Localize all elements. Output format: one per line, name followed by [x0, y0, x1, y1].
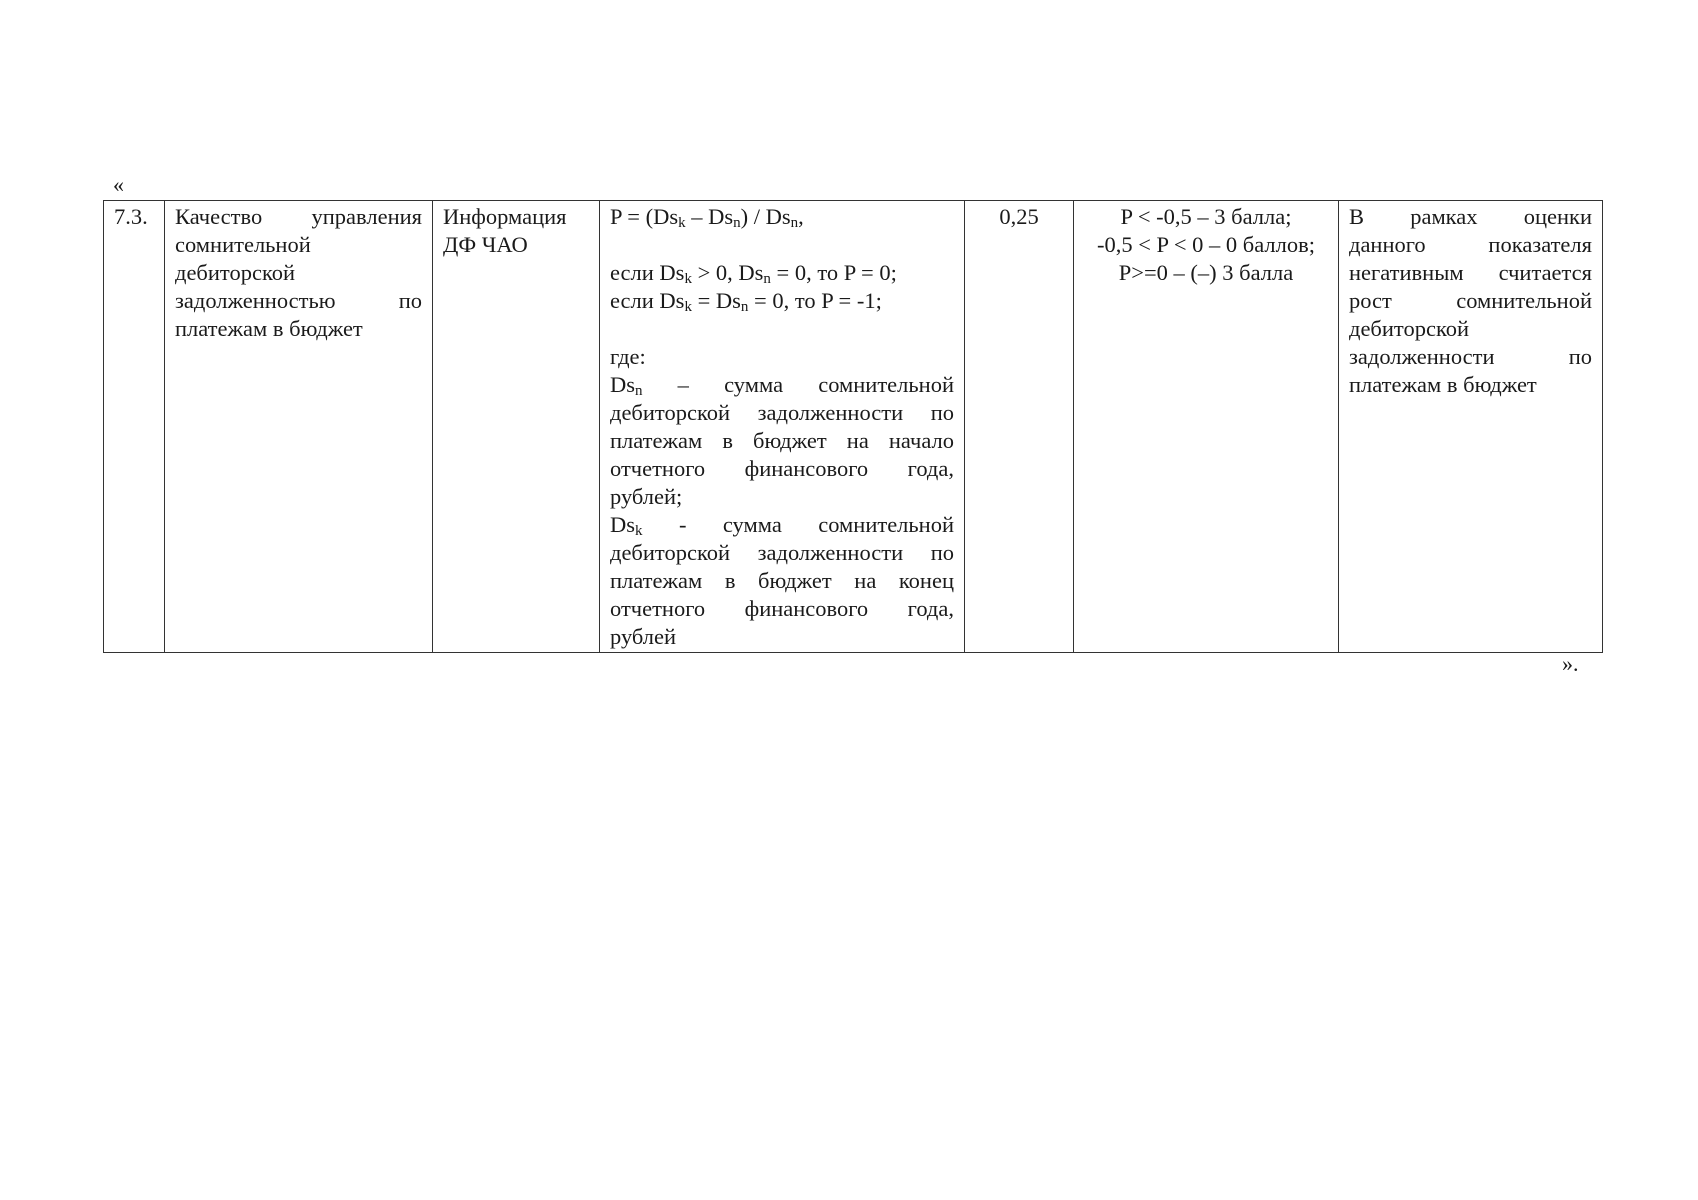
opening-quote: «	[113, 172, 124, 197]
scale-line: P>=0 – (–) 3 балла	[1118, 260, 1294, 285]
row-number: 7.3.	[114, 204, 148, 229]
note-cell	[1339, 201, 1603, 653]
data-source: Информация ДФ ЧАО	[443, 204, 567, 257]
note-text: В рамках оценки данного показателя негативным считается рост сомнительной дебиторской задолженности по платежам в бюджет	[1349, 204, 1592, 397]
data-source-cell	[433, 201, 600, 653]
indicator-table	[103, 200, 1603, 653]
where-label: где:	[610, 344, 646, 369]
main-formula: $P = (Ds_k - Ds_n) / Ds_n$,	[610, 204, 804, 231]
condition-2: если $Ds_k = Ds_n = 0$, то P = -1;	[610, 288, 882, 315]
row-number-cell	[104, 201, 165, 653]
spacer	[610, 315, 954, 343]
condition-1: если $Ds_k > 0$, $Ds_n = 0$, то P = 0;	[610, 260, 897, 287]
weight-value: 0,25	[999, 204, 1039, 229]
scale-line: -0,5 < P < 0 – 0 баллов;	[1096, 232, 1315, 257]
closing-quote: ».	[1562, 651, 1579, 676]
dsn-definition: $Ds_n$ – сумма сомнительной дебиторской задолженности по платежам в бюджет на начало отчетного финансового года, рублей;	[610, 372, 954, 509]
scoring-scale-cell	[1074, 201, 1339, 653]
indicator-name: Качество управления сомнительной дебиторской задолженностью по платежам в бюджет	[175, 204, 422, 341]
table-row	[104, 201, 1603, 653]
scale-line: P < -0,5 – 3 балла;	[1120, 204, 1292, 229]
weight-cell	[965, 201, 1074, 653]
dsk-definition: $Ds_k$ - сумма сомнительной дебиторской задолженности по платежам в бюджет на конец отчетного финансового года, рублей	[610, 512, 954, 649]
spacer	[610, 231, 954, 259]
indicator-name-cell	[165, 201, 433, 653]
formula-cell	[600, 201, 965, 653]
